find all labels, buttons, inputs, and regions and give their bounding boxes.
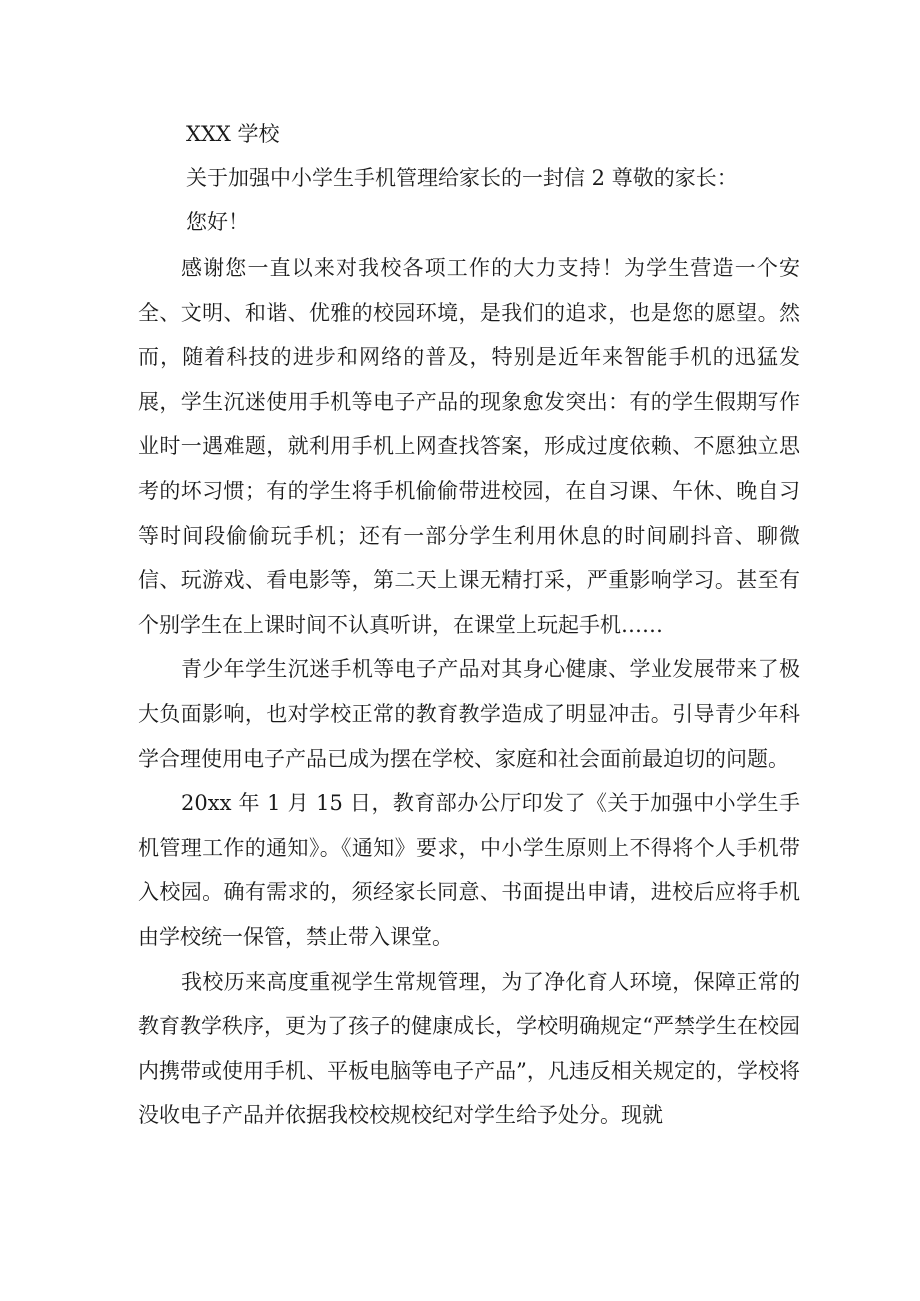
paragraph-1: 感谢您一直以来对我校各项工作的大力支持！为学生营造一个安全、文明、和谐、优雅的校园环境，是我们的追求，也是您的愿望。然而，随着科技的进步和网络的普及，特别是近年来智能手机的迅猛发展，学生沉迷使用手机等电子产品的现象愈发突出：有的学生假期写作业时一遇难题，就利用手机上网查找答案，形成过度依赖、不愿独立思考的坏习惯；有的学生将手机偷偷带进校园，在自习课、午休、晚自习等时间段偷偷玩手机；还有一部分学生利用休息的时间刷抖音、聊微信、玩游戏、看电影等，第二天上课无精打采，严重影响学习。甚至有个别学生在上课时间不认真听讲，在课堂上玩起手机…… xyxy=(138,256,800,637)
letter-subject: 关于加强中小学生手机管理给家长的一封信 2 尊敬的家长： xyxy=(186,166,738,190)
paragraph-2: 青少年学生沉迷手机等电子产品对其身心健康、学业发展带来了极大负面影响，也对学校正常的教育教学造成了明显冲击。引导青少年科学合理使用电子产品已成为摆在学校、家庭和社会面前最迫切的问题。 xyxy=(138,657,800,771)
paragraph-4: 我校历来高度重视学生常规管理，为了净化育人环境，保障正常的教育教学秩序，更为了孩子的健康成长，学校明确规定“严禁学生在校园内携带或使用手机、平板电脑等电子产品”，凡违反相关规定的，学校将没收电子产品并依据我校校规校纪对学生给予处分。现就 xyxy=(138,969,800,1128)
letter-body xyxy=(138,112,800,1138)
greeting: 您好！ xyxy=(186,210,249,234)
paragraph-3: 20xx 年 1 月 15 日，教育部办公厅印发了《关于加强中小学生手机管理工作的通知》。《通知》要求，中小学生原则上不得将个人手机带入校园。确有需求的，须经家长同意、书面提出申请，进校后应将手机由学校统一保管，禁止带入课堂。 xyxy=(138,791,800,949)
school-name: XXX 学校 xyxy=(186,122,280,146)
